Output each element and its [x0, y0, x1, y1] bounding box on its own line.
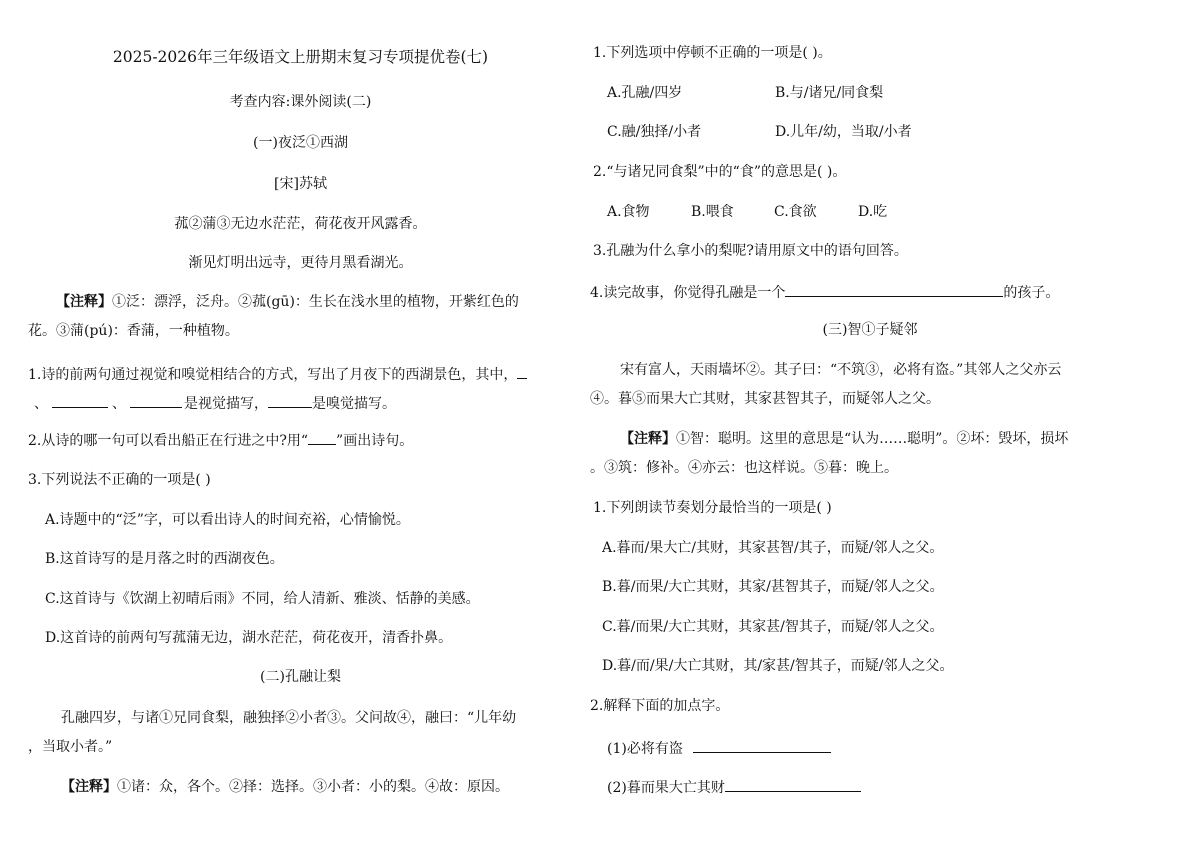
- s2-q1-option-d[interactable]: D.儿年/幼，当取/小者: [775, 124, 912, 140]
- s1-question-1-blanks: [34, 393, 396, 413]
- question-text: (1)必将有盗: [607, 741, 683, 757]
- s1-q3-option-a[interactable]: A.诗题中的“泛”字，可以看出诗人的时间充裕，心情愉悦。: [45, 512, 410, 528]
- question-text: 、: [112, 396, 126, 412]
- s2-q1-option-c[interactable]: C.融/独择/小者: [607, 124, 702, 140]
- question-text: 、: [34, 396, 48, 412]
- s2-q2-option-c[interactable]: C.食欲: [774, 204, 817, 220]
- section3-note-cont: 。③筑：修补。④亦云：也这样说。⑤暮：晚上。: [590, 460, 898, 476]
- s2-q1-option-b[interactable]: B.与/诸兄/同食梨: [775, 85, 884, 101]
- section3-note: [620, 430, 1068, 448]
- section2-text-2: ，当取小者。”: [28, 739, 113, 755]
- s3-q2-item-1: [607, 738, 831, 758]
- s1-question-3: 3.下列说法不正确的一项是( ): [28, 472, 211, 488]
- note-label: 【注释】: [61, 779, 117, 795]
- question-text: 是嗅觉描写。: [312, 396, 396, 412]
- s3-q1-option-c[interactable]: C.暮/而果/大亡其财，其家甚/智其子，而疑/邻人之父。: [602, 619, 944, 635]
- question-text: 2.从诗的哪一句可以看出船正在行进之中?用“: [28, 433, 309, 449]
- poem-author: [宋]苏轼: [274, 176, 327, 192]
- poem-line-2: 渐见灯明出远寺，更待月黑看湖光。: [188, 255, 413, 271]
- s2-q2-option-b[interactable]: B.喂食: [691, 204, 734, 220]
- note-text: ①智：聪明。这里的意思是“认为……聪明”。②坏：毁坏，损坏: [676, 431, 1069, 447]
- s3-q2-item-2: [607, 777, 861, 797]
- section3-text-1: 宋有富人，天雨墙坏②。其子曰：“不筑③，必将有盗。”其邻人之父亦云: [620, 362, 1062, 378]
- poem-line-1: 菰②蒲③无边水茫茫，荷花夜开风露香。: [174, 216, 427, 232]
- answer-blank[interactable]: [52, 393, 108, 408]
- question-text: 是视觉描写，: [184, 396, 268, 412]
- page-title: 2025-2026年三年级语文上册期末复习专项提优卷(七): [112, 48, 489, 66]
- s1-q3-option-c[interactable]: C.这首诗与《饮湖上初晴后雨》不同，给人清新、雅淡、恬静的美感。: [45, 591, 480, 607]
- answer-blank[interactable]: [785, 282, 1003, 297]
- poem-note: [56, 293, 519, 311]
- s1-q3-option-d[interactable]: D.这首诗的前两句写菰蒲无边，湖水茫茫，荷花夜开，清香扑鼻。: [45, 630, 453, 646]
- question-text: ”画出诗句。: [336, 433, 414, 449]
- answer-blank[interactable]: [693, 738, 831, 753]
- question-text: (2)暮而果大亡其财: [607, 780, 725, 796]
- s3-q1-option-b[interactable]: B.暮/而果/大亡其财，其家/甚智其子，而疑/邻人之父。: [602, 579, 944, 595]
- answer-blank[interactable]: [517, 364, 527, 379]
- answer-blank[interactable]: [725, 777, 861, 792]
- s2-q2-option-a[interactable]: A.食物: [607, 204, 650, 220]
- s2-question-4: [590, 282, 1059, 302]
- note-text: ①泛：漂浮，泛舟。②菰(gū)：生长在浅水里的植物，开紫红色的: [112, 294, 519, 310]
- question-text: 1.诗的前两句通过视觉和嗅觉相结合的方式，写出了月夜下的西湖景色，其中，: [28, 367, 518, 383]
- note-text: ①诸：众，各个。②择：选择。③小者：小的梨。④故：原因。: [117, 779, 509, 795]
- note-label: 【注释】: [620, 431, 676, 447]
- page-subtitle: 考查内容:课外阅读(二): [229, 94, 372, 110]
- s2-question-2: 2.“与诸兄同食梨”中的“食”的意思是( )。: [593, 164, 847, 180]
- section3-heading: (三)智①子疑邻: [822, 322, 918, 338]
- section2-note: [61, 778, 509, 796]
- underline-sample: [308, 432, 336, 445]
- s1-q3-option-b[interactable]: B.这首诗写的是月落之时的西湖夜色。: [45, 551, 284, 567]
- s1-question-2: [28, 432, 413, 450]
- poem-note-cont: 花。③蒲(pú)：香蒲，一种植物。: [28, 323, 239, 339]
- section2-heading: (二)孔融让梨: [260, 669, 341, 685]
- s2-q1-option-a[interactable]: A.孔融/四岁: [607, 85, 683, 101]
- s2-question-3: 3.孔融为什么拿小的梨呢?请用原文中的语句回答。: [593, 243, 908, 259]
- question-text: 的孩子。: [1003, 285, 1060, 301]
- s1-question-1: [28, 364, 527, 384]
- section3-text-2: ④。暮⑤而果大亡其财，其家甚智其子，而疑邻人之父。: [590, 391, 940, 407]
- answer-blank[interactable]: [268, 393, 312, 408]
- note-label: 【注释】: [56, 294, 112, 310]
- s2-question-1: 1.下列选项中停顿不正确的一项是( )。: [593, 45, 832, 61]
- s3-q1-option-d[interactable]: D.暮/而/果/大亡其财，其/家甚/智其子，而疑/邻人之父。: [602, 658, 954, 674]
- s2-q2-option-d[interactable]: D.吃: [858, 204, 888, 220]
- section2-text-1: 孔融四岁，与诸①兄同食梨，融独择②小者③。父问故④，融曰：“儿年幼: [61, 710, 517, 726]
- question-text: 4.读完故事，你觉得孔融是一个: [590, 285, 786, 301]
- s3-question-1: 1.下列朗读节奏划分最恰当的一项是( ): [593, 500, 832, 516]
- s3-question-2: 2.解释下面的加点字。: [590, 698, 730, 714]
- answer-blank[interactable]: [130, 393, 182, 408]
- s3-q1-option-a[interactable]: A.暮而/果大亡/其财，其家甚智/其子，而疑/邻人之父。: [602, 540, 944, 556]
- section1-heading: (一)夜泛①西湖: [253, 135, 348, 151]
